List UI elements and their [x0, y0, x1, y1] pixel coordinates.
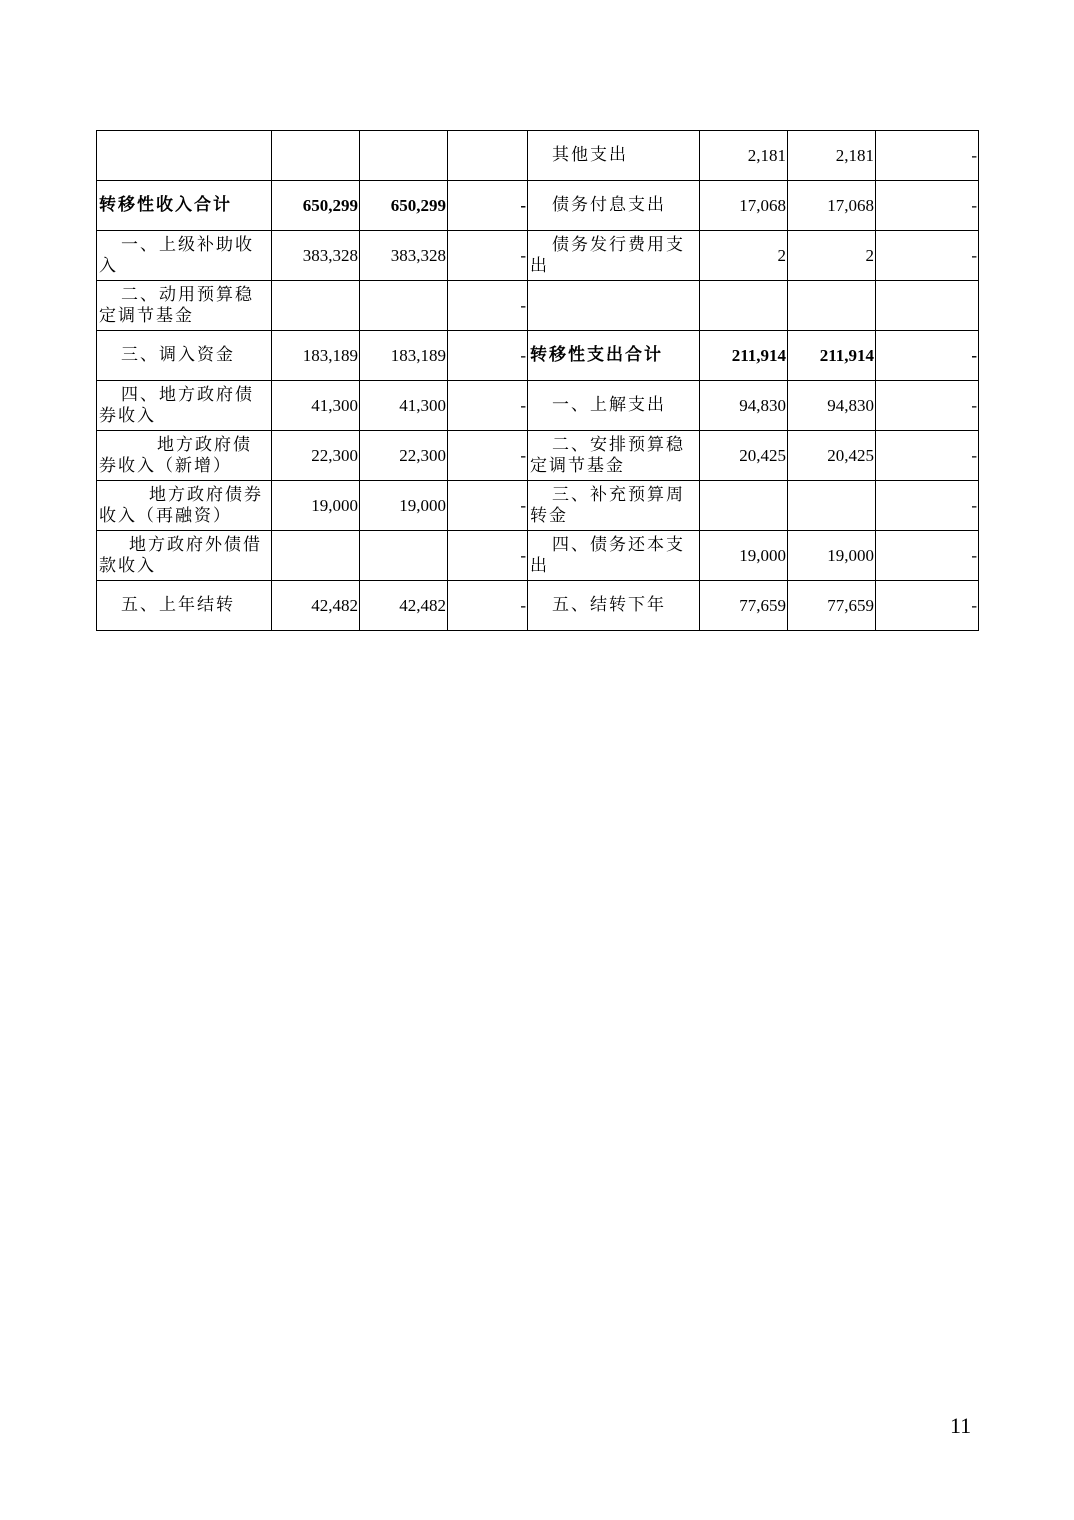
- right-value-2: 2,181: [788, 131, 876, 181]
- right-value-1: 17,068: [700, 181, 788, 231]
- right-value-3: -: [876, 581, 979, 631]
- right-label-cell: 其他支出: [528, 131, 700, 181]
- right-label-cell: 债务付息支出: [528, 181, 700, 231]
- table-row: [97, 431, 979, 481]
- right-value-1: 20,425: [700, 431, 788, 481]
- table-row: [97, 581, 979, 631]
- left-value-2: 41,300: [360, 381, 448, 431]
- left-value-1: 650,299: [272, 181, 360, 231]
- right-label-cell: 三、补充预算周转金: [528, 481, 700, 531]
- table-row: [97, 381, 979, 431]
- left-value-3: -: [448, 481, 528, 531]
- left-value-1: 42,482: [272, 581, 360, 631]
- right-label-cell: 债务发行费用支出: [528, 231, 700, 281]
- left-value-2: 183,189: [360, 331, 448, 381]
- left-value-3: -: [448, 231, 528, 281]
- left-value-3: -: [448, 181, 528, 231]
- right-value-3: -: [876, 181, 979, 231]
- left-value-2: [360, 531, 448, 581]
- left-value-2: 19,000: [360, 481, 448, 531]
- left-value-2: [360, 281, 448, 331]
- right-value-3: [876, 281, 979, 331]
- left-value-1: 41,300: [272, 381, 360, 431]
- left-value-3: -: [448, 431, 528, 481]
- left-value-1: [272, 531, 360, 581]
- right-value-2: 19,000: [788, 531, 876, 581]
- left-value-1: 19,000: [272, 481, 360, 531]
- left-value-2: 650,299: [360, 181, 448, 231]
- right-value-1: 94,830: [700, 381, 788, 431]
- right-value-3: -: [876, 131, 979, 181]
- right-label-cell: 一、上解支出: [528, 381, 700, 431]
- left-value-3: -: [448, 531, 528, 581]
- left-label-cell: 二、动用预算稳定调节基金: [97, 281, 272, 331]
- right-value-2: 77,659: [788, 581, 876, 631]
- table-row: [97, 131, 979, 181]
- table-row: [97, 181, 979, 231]
- right-value-1: [700, 481, 788, 531]
- right-value-2: 17,068: [788, 181, 876, 231]
- left-label-cell: 地方政府债券收入（新增）: [97, 431, 272, 481]
- budget-table: [96, 130, 979, 631]
- right-value-1: 211,914: [700, 331, 788, 381]
- left-value-2: [360, 131, 448, 181]
- right-value-2: [788, 481, 876, 531]
- left-label-cell: 四、地方政府债券收入: [97, 381, 272, 431]
- right-value-1: 2: [700, 231, 788, 281]
- right-value-3: -: [876, 431, 979, 481]
- right-label-cell: 二、安排预算稳定调节基金: [528, 431, 700, 481]
- right-value-3: -: [876, 331, 979, 381]
- right-value-3: -: [876, 381, 979, 431]
- right-value-3: -: [876, 231, 979, 281]
- right-value-2: 211,914: [788, 331, 876, 381]
- right-label-cell: 五、结转下年: [528, 581, 700, 631]
- right-label-cell: 转移性支出合计: [528, 331, 700, 381]
- left-label-cell: 转移性收入合计: [97, 181, 272, 231]
- right-value-1: 2,181: [700, 131, 788, 181]
- left-value-3: -: [448, 281, 528, 331]
- table-row: [97, 331, 979, 381]
- right-value-3: -: [876, 531, 979, 581]
- left-value-1: [272, 281, 360, 331]
- right-value-1: 19,000: [700, 531, 788, 581]
- right-label-cell: 四、债务还本支出: [528, 531, 700, 581]
- left-value-3: -: [448, 381, 528, 431]
- right-label-cell: [528, 281, 700, 331]
- right-value-3: -: [876, 481, 979, 531]
- page-number: 11: [950, 1413, 972, 1438]
- table-row: [97, 231, 979, 281]
- left-label-cell: 地方政府债券收入（再融资）: [97, 481, 272, 531]
- right-value-1: 77,659: [700, 581, 788, 631]
- left-value-1: 383,328: [272, 231, 360, 281]
- left-value-1: [272, 131, 360, 181]
- left-value-2: 42,482: [360, 581, 448, 631]
- table-row: [97, 281, 979, 331]
- left-value-3: -: [448, 331, 528, 381]
- left-value-1: 22,300: [272, 431, 360, 481]
- table-row: [97, 531, 979, 581]
- left-value-1: 183,189: [272, 331, 360, 381]
- left-value-2: 22,300: [360, 431, 448, 481]
- right-value-2: 2: [788, 231, 876, 281]
- right-value-1: [700, 281, 788, 331]
- left-label-cell: 五、上年结转: [97, 581, 272, 631]
- left-label-cell: 三、调入资金: [97, 331, 272, 381]
- left-value-2: 383,328: [360, 231, 448, 281]
- right-value-2: 94,830: [788, 381, 876, 431]
- right-value-2: [788, 281, 876, 331]
- table-row: [97, 481, 979, 531]
- left-value-3: -: [448, 581, 528, 631]
- left-value-3: [448, 131, 528, 181]
- left-label-cell: 地方政府外债借款收入: [97, 531, 272, 581]
- left-label-cell: [97, 131, 272, 181]
- right-value-2: 20,425: [788, 431, 876, 481]
- left-label-cell: 一、上级补助收入: [97, 231, 272, 281]
